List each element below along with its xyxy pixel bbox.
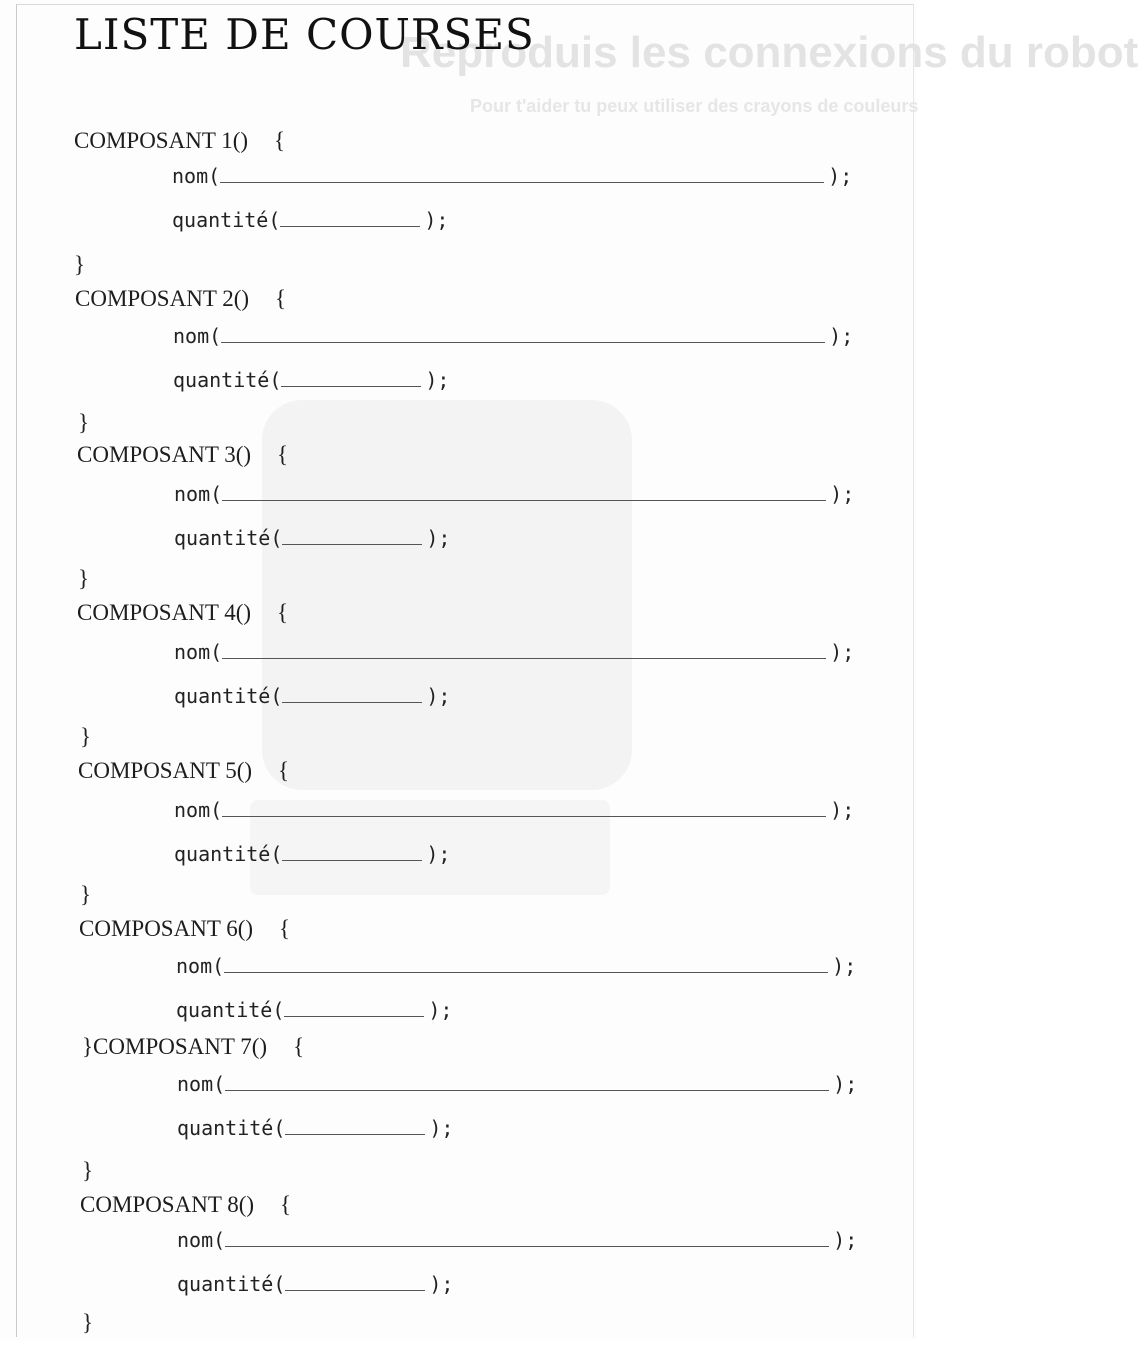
close-field: ); bbox=[830, 482, 855, 506]
quantity-field[interactable] bbox=[284, 996, 424, 1017]
quantity-label: quantité( bbox=[177, 1272, 286, 1296]
name-row bbox=[174, 480, 854, 506]
open-parens: () bbox=[233, 286, 250, 311]
close-brace: } bbox=[78, 410, 90, 435]
close-brace: } bbox=[82, 1310, 94, 1335]
component-header bbox=[82, 1034, 304, 1060]
quantity-row bbox=[174, 682, 450, 708]
quantity-label: quantité( bbox=[173, 368, 282, 392]
close-brace: } bbox=[82, 1158, 94, 1183]
quantity-field[interactable] bbox=[282, 524, 422, 545]
name-row bbox=[177, 1070, 857, 1096]
name-label: nom( bbox=[177, 1072, 226, 1096]
name-row bbox=[176, 952, 856, 978]
name-field[interactable] bbox=[224, 952, 828, 973]
component-block bbox=[0, 286, 916, 451]
component-label: COMPOSANT 7 bbox=[93, 1034, 252, 1059]
component-label: COMPOSANT 1 bbox=[74, 128, 233, 153]
quantity-row bbox=[172, 206, 448, 232]
name-label: nom( bbox=[174, 798, 223, 822]
name-field[interactable] bbox=[222, 480, 826, 501]
name-field[interactable] bbox=[222, 638, 826, 659]
quantity-label: quantité( bbox=[174, 526, 283, 550]
name-label: nom( bbox=[174, 482, 223, 506]
quantity-field[interactable] bbox=[280, 206, 420, 227]
show-through-heading: Reproduis les connexions du robot bbox=[400, 28, 1138, 77]
open-brace: { bbox=[277, 442, 289, 467]
close-field: ); bbox=[833, 1072, 858, 1096]
name-row bbox=[172, 162, 852, 188]
open-brace: { bbox=[278, 758, 290, 783]
open-brace: { bbox=[293, 1034, 305, 1059]
component-block bbox=[0, 442, 916, 607]
name-label: nom( bbox=[172, 164, 221, 188]
name-row bbox=[174, 638, 854, 664]
quantity-label: quantité( bbox=[174, 842, 283, 866]
open-brace: { bbox=[280, 1192, 292, 1217]
name-row bbox=[173, 322, 853, 348]
component-label: COMPOSANT 5 bbox=[78, 758, 237, 783]
component-header bbox=[80, 1192, 291, 1218]
quantity-label: quantité( bbox=[177, 1116, 286, 1140]
quantity-field[interactable] bbox=[285, 1270, 425, 1291]
quantity-row bbox=[174, 840, 450, 866]
close-field: ); bbox=[426, 842, 451, 866]
quantity-row bbox=[176, 996, 452, 1022]
component-header bbox=[74, 128, 285, 154]
open-parens: () bbox=[235, 442, 252, 467]
quantity-row bbox=[174, 524, 450, 550]
component-label: COMPOSANT 6 bbox=[79, 916, 238, 941]
close-field: ); bbox=[428, 998, 453, 1022]
name-label: nom( bbox=[173, 324, 222, 348]
name-field[interactable] bbox=[221, 322, 825, 343]
name-row bbox=[177, 1226, 857, 1252]
component-header bbox=[75, 286, 286, 312]
component-header bbox=[77, 442, 288, 468]
quantity-field[interactable] bbox=[285, 1114, 425, 1135]
open-parens: () bbox=[236, 758, 253, 783]
component-label: COMPOSANT 3 bbox=[77, 442, 236, 467]
quantity-field[interactable] bbox=[282, 682, 422, 703]
name-field[interactable] bbox=[225, 1226, 829, 1247]
component-label: COMPOSANT 2 bbox=[75, 286, 234, 311]
close-field: ); bbox=[829, 324, 854, 348]
open-brace: { bbox=[275, 286, 287, 311]
quantity-field[interactable] bbox=[282, 840, 422, 861]
quantity-label: quantité( bbox=[176, 998, 285, 1022]
close-brace: } bbox=[78, 566, 90, 591]
component-label: COMPOSANT 8 bbox=[80, 1192, 239, 1217]
page-title: LISTE DE COURSES bbox=[74, 10, 535, 59]
close-field: ); bbox=[830, 640, 855, 664]
name-field[interactable] bbox=[222, 796, 826, 817]
quantity-row bbox=[173, 366, 449, 392]
component-header bbox=[79, 916, 290, 942]
component-block bbox=[0, 1034, 916, 1199]
name-label: nom( bbox=[177, 1228, 226, 1252]
name-row bbox=[174, 796, 854, 822]
open-brace: { bbox=[279, 916, 291, 941]
component-header bbox=[78, 758, 289, 784]
component-header bbox=[77, 600, 288, 626]
close-field: ); bbox=[828, 164, 853, 188]
close-brace: } bbox=[74, 252, 86, 277]
name-field[interactable] bbox=[220, 162, 824, 183]
close-field: ); bbox=[429, 1272, 454, 1296]
component-block bbox=[0, 1192, 916, 1357]
component-label: COMPOSANT 4 bbox=[77, 600, 236, 625]
open-brace: { bbox=[274, 128, 286, 153]
open-parens: () bbox=[232, 128, 249, 153]
quantity-row bbox=[177, 1114, 453, 1140]
open-parens: () bbox=[251, 1034, 268, 1059]
close-field: ); bbox=[832, 954, 857, 978]
name-label: nom( bbox=[174, 640, 223, 664]
open-parens: () bbox=[237, 916, 254, 941]
close-field: ); bbox=[426, 684, 451, 708]
name-label: nom( bbox=[176, 954, 225, 978]
component-block bbox=[0, 600, 916, 765]
close-brace: } bbox=[80, 882, 92, 907]
close-field: ); bbox=[429, 1116, 454, 1140]
open-parens: () bbox=[235, 600, 252, 625]
component-block bbox=[0, 758, 916, 923]
close-field: ); bbox=[426, 526, 451, 550]
quantity-field[interactable] bbox=[281, 366, 421, 387]
close-brace: } bbox=[80, 724, 92, 749]
show-through-subheading: Pour t'aider tu peux utiliser des crayons de couleurs bbox=[470, 96, 919, 116]
close-brace: } bbox=[82, 1034, 94, 1059]
name-field[interactable] bbox=[225, 1070, 829, 1091]
close-field: ); bbox=[424, 208, 449, 232]
quantity-label: quantité( bbox=[172, 208, 281, 232]
open-brace: { bbox=[277, 600, 289, 625]
open-parens: () bbox=[238, 1192, 255, 1217]
component-block bbox=[0, 128, 916, 293]
close-field: ); bbox=[833, 1228, 858, 1252]
quantity-row bbox=[177, 1270, 453, 1296]
close-field: ); bbox=[425, 368, 450, 392]
close-field: ); bbox=[830, 798, 855, 822]
quantity-label: quantité( bbox=[174, 684, 283, 708]
